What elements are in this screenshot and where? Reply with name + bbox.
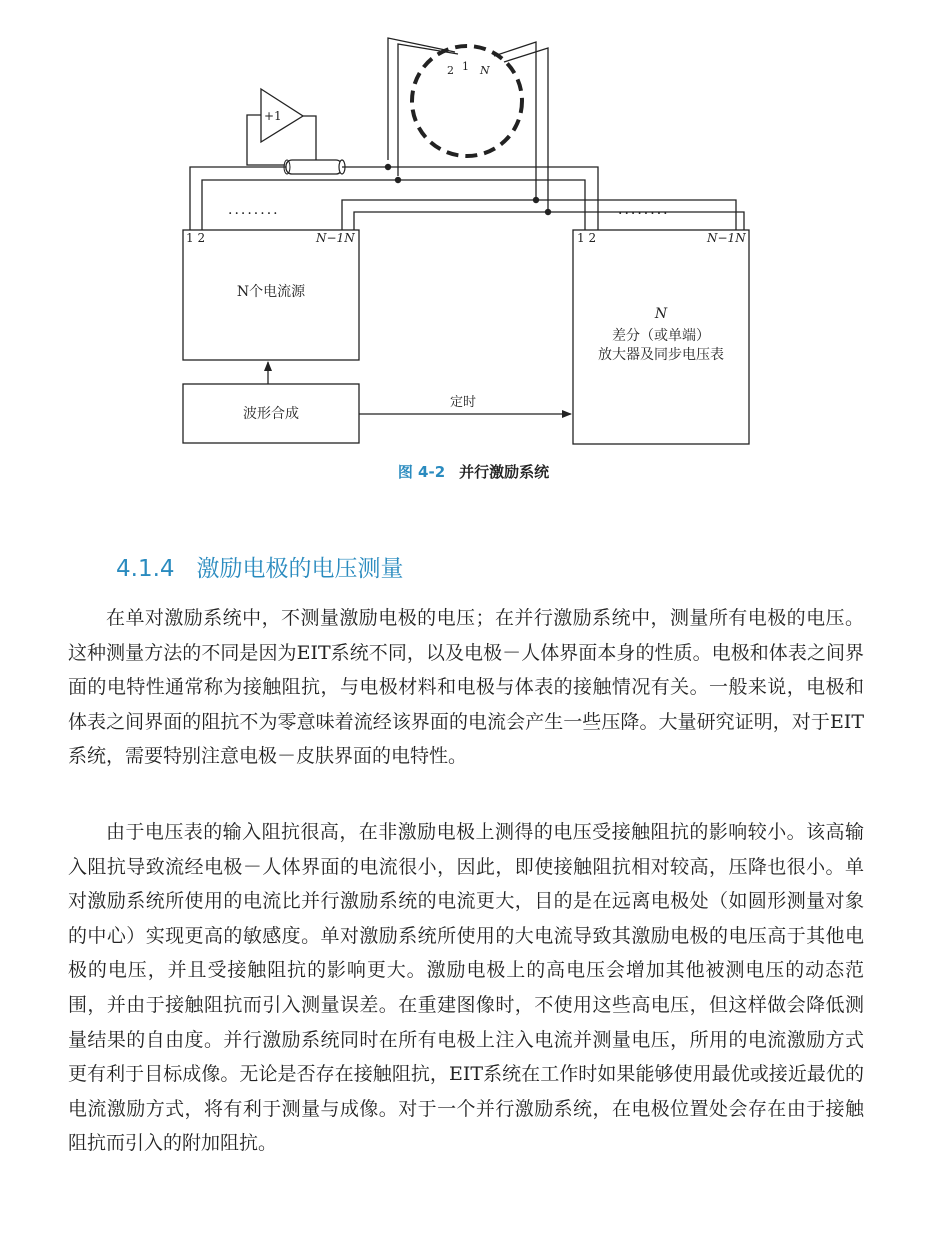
left-box-pins-left: 1 2	[186, 231, 206, 245]
electrode-label-2: 2	[447, 64, 454, 77]
right-box-pins-right: N−1N	[707, 231, 746, 245]
timing-label: 定时	[449, 395, 477, 410]
right-box-line2: 差分（或单端）	[612, 328, 710, 344]
right-box-line1: N	[654, 306, 668, 322]
waveform-label: 波形合成	[243, 406, 299, 422]
left-box-dots: ········	[228, 206, 280, 222]
left-box-pins-right: N−1N	[316, 231, 355, 245]
figure-number: 图 4-2	[397, 463, 446, 481]
paragraph-2: 由于电压表的输入阻抗很高，在非激励电极上测得的电压受接触阻抗的影响较小。该高输入阻抗导致流经电极－人体界面的电流很小，因此，即使接触阻抗相对较高，压降也很小。单对激励系统所使用的电流比并行激励系统的电流更大，目的是在远离电极处（如圆形测量对象的中心）实现更高的敏感度。单对激励系统所使用的大电流导致其激励电极的电压高于其他电极的电压，并且受接触阻抗的影响更大。激励电极上的高电压会增加其他被测电压的动态范围，并由于接触阻抗而引入测量误差。在重建图像时，不使用这些高电压，但这样做会降低测量结果的自由度。并行激励系统同时在所有电极上注入电流并测量电压，所用的电流激励方式更有利于目标成像。无论是否存在接触阻抗，EIT系统在工作时如果能够使用最优或接近最优的电流激励方式，将有利于测量与成像。对于一个并行激励系统，在电极位置处会存在由于接触阻抗而引入的附加阻抗。	[68, 821, 864, 1155]
current-source-box	[183, 206, 359, 360]
figure-caption	[0, 461, 947, 482]
amplifier-box	[573, 206, 749, 444]
paragraph-1: 在单对激励系统中，不测量激励电极的电压；在并行激励系统中，测量所有电极的电压。这种测量方法的不同是因为EIT系统不同，以及电极－人体界面本身的性质。电极和体表之间界面的电特性通常称为接触阻抗，与电极材料和电极与体表的接触情况有关。一般来说，电极和体表之间界面的阻抗不为零意味着流经该界面的电流会产生一些压降。大量研究证明，对于EIT系统，需要特别注意电极－皮肤界面的电特性。	[68, 607, 864, 768]
section-number: 4.1.4	[116, 556, 175, 582]
right-box-line3: 放大器及同步电压表	[598, 347, 724, 363]
waveform-box	[183, 384, 359, 443]
buffer-amplifier	[247, 89, 316, 165]
buffer-label: +1	[264, 109, 282, 123]
parallel-excitation-diagram	[0, 0, 947, 460]
coax-shield	[284, 160, 345, 174]
section-title: 激励电极的电压测量	[196, 556, 404, 582]
electrode-label-n: N	[480, 64, 490, 77]
junction-dots	[385, 164, 551, 215]
right-box-pins-left: 1 2	[577, 231, 597, 245]
electrode-label-1: 1	[462, 60, 469, 73]
section-heading	[116, 550, 404, 583]
left-box-title: N个电流源	[236, 284, 306, 300]
figure-title: 并行激励系统	[459, 463, 550, 481]
right-box-dots: ········	[618, 206, 670, 222]
